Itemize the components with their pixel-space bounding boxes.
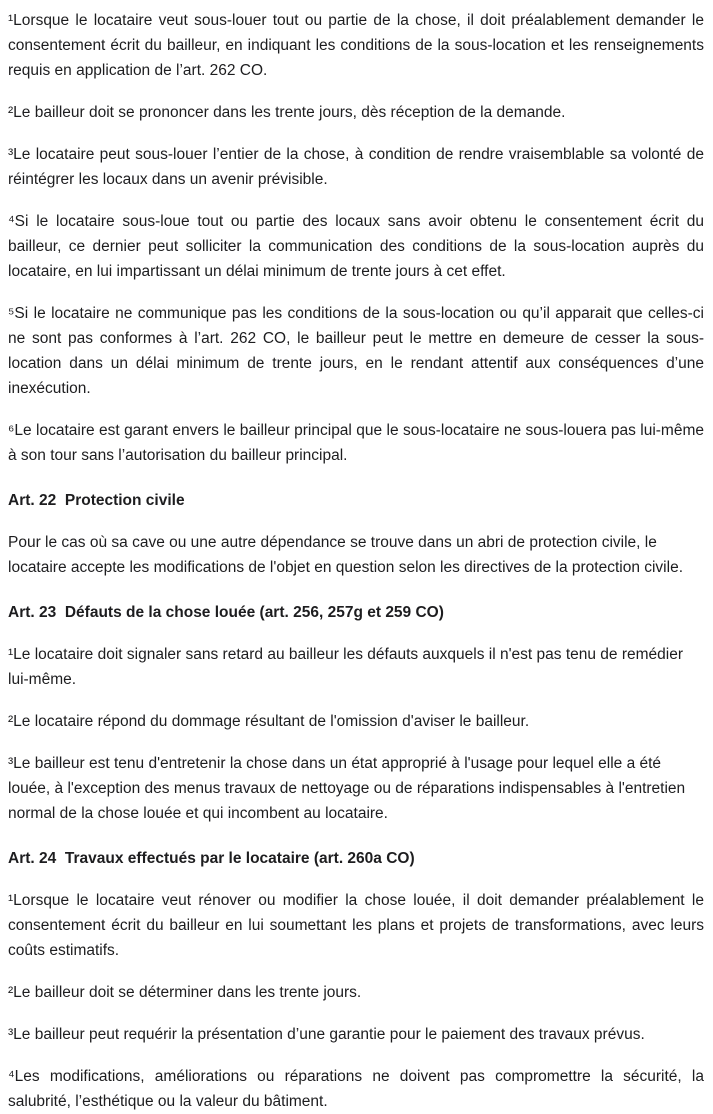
heading-article-22: Art. 22 Protection civile <box>8 492 185 509</box>
paragraph-sublease-1: ¹Lorsque le locataire veut sous-louer tout ou partie de la chose, il doit préalablement demander le consentement écrit du bailleur, en indiquant les conditions de la sous-location et les renseignements requis en application de l’art. 262 CO. <box>8 12 704 79</box>
paragraph-article-24-1: ¹Lorsque le locataire veut rénover ou modifier la chose louée, il doit demander préalablement le consentement écrit du bailleur en lui soumettant les plans et projets de transformations, avec leurs coûts estimatifs. <box>8 892 704 959</box>
paragraph-sublease-3: ³Le locataire peut sous-louer l’entier de la chose, à condition de rendre vraisemblable sa volonté de réintégrer les locaux dans un avenir prévisible. <box>8 146 704 188</box>
paragraph-sublease-4: ⁴Si le locataire sous-loue tout ou partie des locaux sans avoir obtenu le consentement écrit du bailleur, ce dernier peut solliciter la communication des conditions de la sous-location auprès du locataire, en lui impartissant un délai minimum de trente jours à cet effet. <box>8 213 704 280</box>
paragraph-sublease-6: ⁶Le locataire est garant envers le bailleur principal que le sous-locataire ne sous-louera pas lui-même à son tour sans l’autorisation du bailleur principal. <box>8 422 704 464</box>
paragraph-article-23-3: ³Le bailleur est tenu d'entretenir la chose dans un état approprié à l'usage pour lequel elle a été louée, à l'exception des menus travaux de nettoyage ou de réparations indispensables à l'entretien normal de la chose louée et qui incombent au locataire. <box>8 755 686 822</box>
paragraph-article-23-1: ¹Le locataire doit signaler sans retard au bailleur les défauts auxquels il n'est pas tenu de remédier lui-même. <box>8 646 684 688</box>
paragraph-sublease-2: ²Le bailleur doit se prononcer dans les trente jours, dès réception de la demande. <box>8 104 566 121</box>
heading-article-24: Art. 24 Travaux effectués par le locataire (art. 260a CO) <box>8 850 415 867</box>
paragraph-article-24-4: ⁴Les modifications, améliorations ou réparations ne doivent pas compromettre la sécurité, la salubrité, l’esthétique ou la valeur du bâtiment. <box>8 1068 704 1110</box>
paragraph-article-22-1: Pour le cas où sa cave ou une autre dépendance se trouve dans un abri de protection civile, le locataire accepte les modifications de l'objet en question selon les directives de la protection civile. <box>8 534 683 576</box>
paragraph-article-23-2: ²Le locataire répond du dommage résultant de l'omission d'aviser le bailleur. <box>8 713 530 730</box>
paragraph-article-24-2: ²Le bailleur doit se déterminer dans les trente jours. <box>8 984 362 1001</box>
paragraph-article-24-3: ³Le bailleur peut requérir la présentation d’une garantie pour le paiement des travaux prévus. <box>8 1026 645 1043</box>
paragraph-sublease-5: ⁵Si le locataire ne communique pas les conditions de la sous-location ou qu’il apparait que celles-ci ne sont pas conformes à l’art. 262 CO, le bailleur peut le mettre en demeure de cesser la sous-location dans un délai minimum de trente jours, en le rendant attentif aux conséquences d’une inexécution. <box>8 305 704 397</box>
heading-article-23: Art. 23 Défauts de la chose louée (art. 256, 257g et 259 CO) <box>8 604 444 621</box>
